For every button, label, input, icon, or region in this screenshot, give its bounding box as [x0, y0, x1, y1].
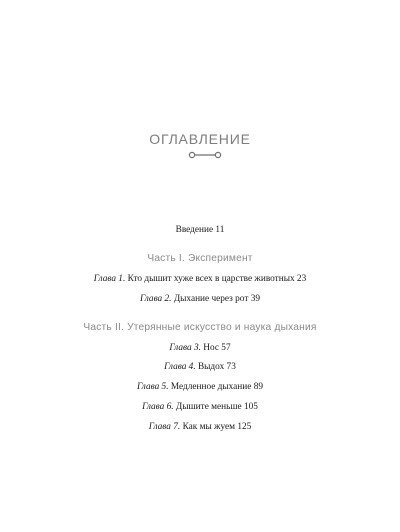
chapter-title: Кто дышит хуже всех в царстве животных 23	[127, 274, 307, 284]
chapter-label: Глава 2.	[139, 294, 172, 304]
connector-ornament-icon	[188, 150, 222, 160]
toc-entry-chapter-2	[0, 293, 400, 305]
chapter-label: Глава 3.	[169, 343, 201, 353]
chapter-title: Выдох 73	[197, 362, 236, 372]
chapter-title: Медленное дыхание 89	[170, 382, 263, 392]
toc-entry-chapter-6	[0, 401, 400, 413]
toc-part-2-title: Часть II. Утерянные искусство и наука дыхания	[83, 322, 317, 333]
chapter-title: Дышите меньше 105	[175, 402, 258, 412]
chapter-label: Глава 1.	[93, 274, 126, 284]
toc-entry-chapter-3	[0, 342, 400, 354]
toc-title: ОГЛАВЛЕНИЕ	[149, 131, 251, 147]
chapter-title: Как мы жуем 125	[182, 422, 252, 432]
toc-intro: Введение 11	[175, 225, 225, 235]
chapter-title: Нос 57	[203, 343, 231, 353]
chapter-title: Дыхание через рот 39	[173, 294, 261, 304]
toc-entry-chapter-7	[0, 421, 400, 433]
chapter-label: Глава 6.	[142, 402, 174, 412]
chapter-label: Глава 4.	[164, 362, 196, 372]
toc-part-1-title: Часть I. Эксперимент	[147, 253, 253, 264]
toc-entry-chapter-5	[0, 381, 400, 393]
chapter-label: Глава 7.	[148, 422, 181, 432]
toc-entry-chapter-1	[0, 273, 400, 285]
chapter-label: Глава 5.	[137, 382, 169, 392]
toc-entry-chapter-4	[0, 361, 400, 373]
